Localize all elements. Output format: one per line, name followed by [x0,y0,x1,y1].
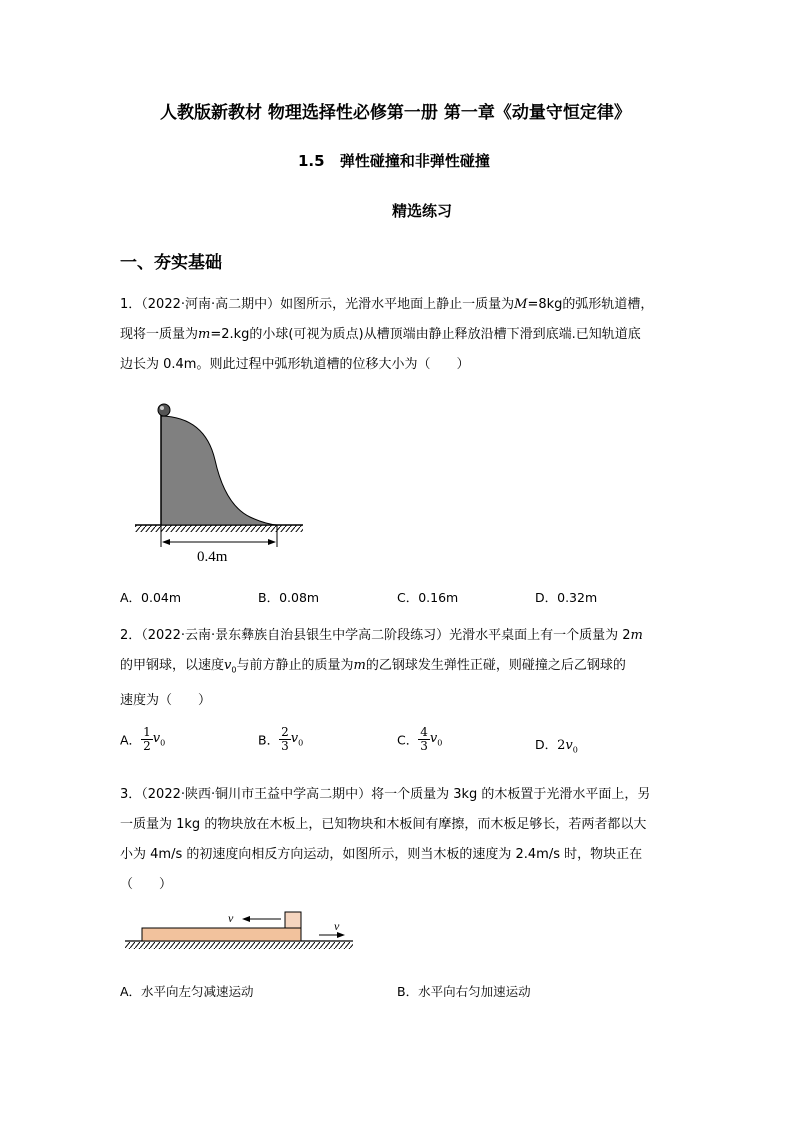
q3-options [120,982,680,1002]
q2-option-a[interactable]: A． $\frac{1}{2}$ $v_0$ [120,725,166,753]
q3-line-4: （ ） [120,877,173,892]
q1-option-a[interactable]: A．0.04m [120,590,182,605]
fraction: $\frac{2}{3}$ [281,725,289,753]
q3-figure-board [120,900,360,960]
q2-option-d[interactable]: D．$2v_0$ [535,737,578,755]
block [285,912,301,928]
dim-arrow-right [268,539,276,545]
q3-line-3: 小为 4m/s 的初速度向相反方向运动，如图所示，则当木板的速度为 2.4m/s 时，物块正在 [120,847,643,862]
q3-option-a[interactable]: A．水平向左匀减速运动 [120,984,254,999]
q3-line-1: 3．（2022·陕西·铜川市王益中学高二期中）将一个质量为 3kg 的木板置于光滑水平面上，另 [120,787,651,802]
ball-highlight [160,406,164,410]
question-1 [120,290,680,380]
section-number: 1.5 [298,152,325,170]
section-name: 弹性碰撞和非弹性碰撞 [339,152,490,170]
question-2 [120,621,680,716]
fraction: $\frac{4}{3}$ [420,725,428,753]
q1-options [120,588,680,608]
fraction: $\frac{1}{2}$ [143,725,151,753]
part-heading: 一、夯实基础 [120,253,222,273]
board-velocity-label: v [334,919,340,933]
q3-option-b[interactable]: B．水平向右匀加速运动 [397,984,531,999]
q1-option-c[interactable]: C．0.16m [397,590,459,605]
dim-arrow-left [162,539,170,545]
q3-line-2: 一质量为 1kg 的物块放在木板上，已知物块和木板间有摩擦，而木板足够长，若两者都以大 [120,817,647,832]
subtitle: 精选练习 [392,202,453,220]
q1-option-b[interactable]: B．0.08m [258,590,320,605]
dim-label: 0.4m [197,549,228,565]
ball [158,404,170,416]
question-3 [120,780,680,900]
q1-figure-track [125,395,315,570]
q2-options [120,726,680,760]
arc-track-shape [161,416,277,525]
ground-hatching [125,942,353,949]
block-arrow-head [242,916,250,922]
q1-option-d[interactable]: D．0.32m [535,590,598,605]
section-title [298,150,490,171]
document-title: 人教版新教材 物理选择性必修第一册 第一章《动量守恒定律》 [160,103,631,123]
q1-line-2: 现将一质量为m=2.kg的小球(可视为质点)从槽顶端由静止释放沿槽下滑到底端.已知轨道底 [120,327,641,342]
q2-option-c[interactable]: C． $\frac{4}{3}$ $v_0$ [397,725,443,753]
wood-board [142,928,301,941]
ground-hatching [135,525,303,532]
q1-line-1: 1．（2022·河南·高二期中）如图所示，光滑水平地面上静止一质量为M=8kg的弧形轨道槽， [120,297,654,312]
q2-line-1: 2．（2022·云南·景东彝族自治县银生中学高二阶段练习）光滑水平桌面上有一个质量为 2m [120,628,643,643]
q2-option-b[interactable]: B． $\frac{2}{3}$ $v_0$ [258,725,304,753]
q1-line-3: 边长为 0.4m。则此过程中弧形轨道槽的位移大小为（ ） [120,357,470,372]
q2-line-3: 速度为（ ） [120,692,212,708]
q2-line-2: 的甲钢球，以速度$v_0$与前方静止的质量为m的乙钢球发生弹性正碰，则碰撞之后乙钢球的 [120,658,626,675]
block-velocity-label: v [228,911,234,925]
